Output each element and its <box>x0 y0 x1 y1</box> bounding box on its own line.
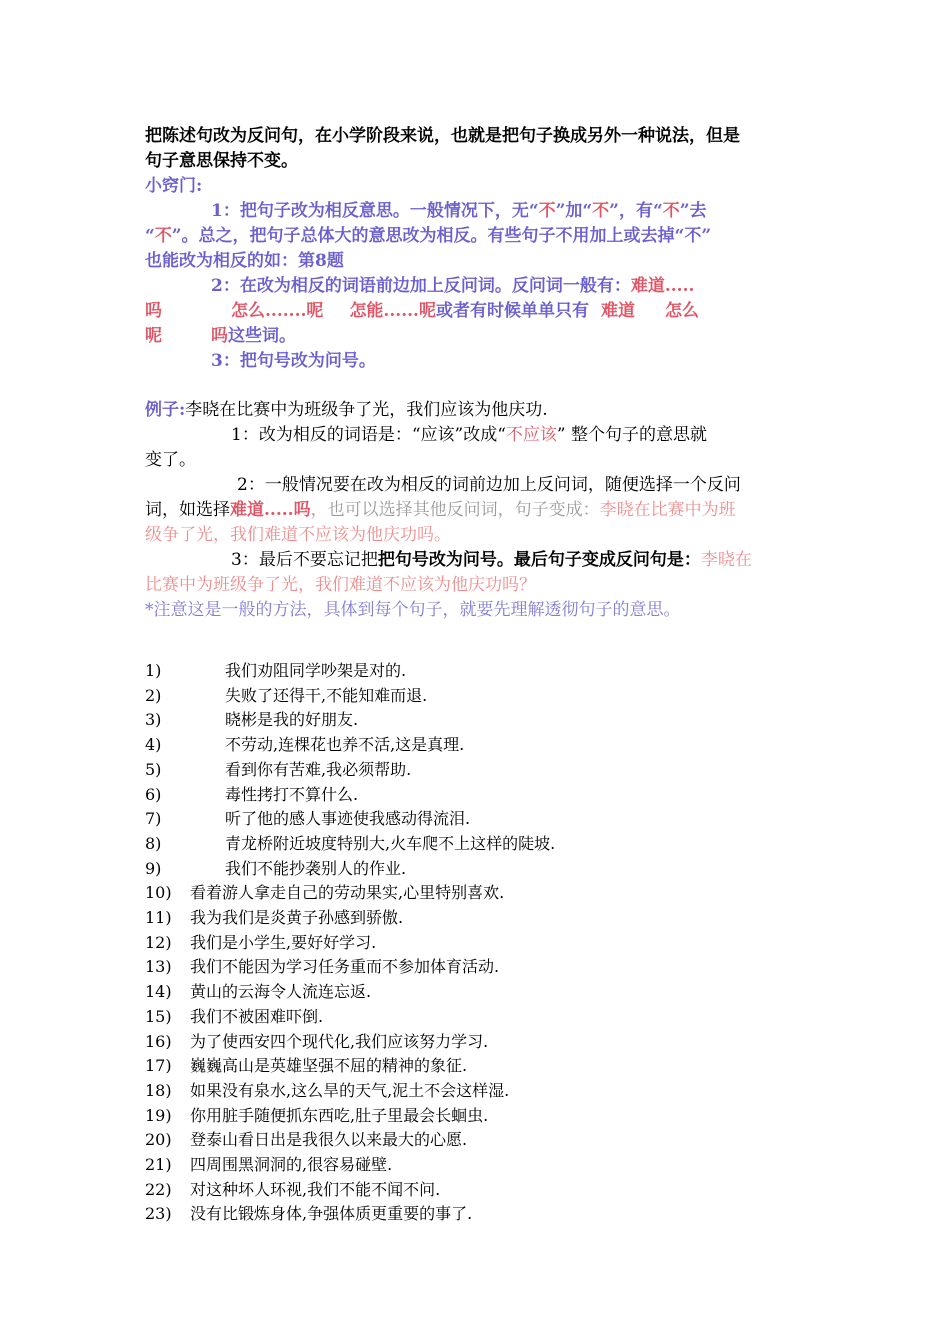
exercise-text: 巍巍高山是英雄坚强不屈的精神的象征. <box>190 1056 468 1076</box>
exercise-item <box>145 684 815 709</box>
exercise-text: 我们不能抄袭别人的作业. <box>225 858 407 878</box>
tip-1-line-3: 也能改为相反的如：第8题 <box>145 251 344 271</box>
example-step-2-line-3: 级争了光，我们难道不应该为他庆功吗。 <box>145 525 451 545</box>
exercise-text: 我们劝阻同学吵架是对的. <box>225 661 407 680</box>
exercise-number: 9) <box>145 858 162 878</box>
exercise-item <box>145 1054 815 1079</box>
exercise-text: 听了他的感人事迹使我感动得流泪. <box>225 809 471 829</box>
exercise-item <box>145 807 815 832</box>
exercise-number: 23) <box>145 1204 172 1224</box>
exercise-number: 10) <box>145 883 172 903</box>
example-step-1-line-1: 1：改为相反的词语是：“应该”改成“不应该” 整个句子的意思就 <box>231 425 707 445</box>
exercise-item <box>145 906 815 931</box>
exercise-item <box>145 783 815 808</box>
example-line: 例子:李晓在比赛中为班级争了光，我们应该为他庆功. <box>145 400 548 420</box>
exercise-text: 我们是小学生,要好好学习. <box>190 932 377 952</box>
exercise-number: 16) <box>145 1031 172 1051</box>
exercise-item <box>145 1153 815 1178</box>
exercise-text: 我为我们是炎黄子孙感到骄傲. <box>190 908 404 928</box>
tip-1-line-1: 1：把句子改为相反意思。一般情况下，无“不”加“不”，有“不”去 <box>211 201 707 221</box>
exercise-number: 15) <box>145 1006 172 1026</box>
exercise-text: 晓彬是我的好朋友. <box>225 710 359 730</box>
exercise-item <box>145 955 815 980</box>
exercise-item <box>145 708 815 733</box>
exercise-number: 11) <box>145 908 172 928</box>
tip-2-line-2: 吗 怎么.......呢 怎能......呢或者有时候单单只有 难道 怎么 <box>145 301 699 321</box>
exercise-text: 毒性拷打不算什么. <box>225 784 359 804</box>
exercise-number: 20) <box>145 1130 172 1150</box>
exercise-number: 13) <box>145 957 172 977</box>
example-step-2-line-2: 词，如选择难道.....吗，也可以选择其他反问词，句子变成：李晓在比赛中为班 <box>145 500 736 520</box>
intro-line-1: 把陈述句改为反问句，在小学阶段来说，也就是把句子换成另外一种说法，但是 <box>145 126 740 146</box>
exercise-item <box>145 931 815 956</box>
exercise-number: 7) <box>145 809 162 829</box>
exercise-item <box>145 1079 815 1104</box>
tip-2-line-1: 2：在改为相反的词语前边加上反问词。反问词一般有：难道..... <box>211 276 695 296</box>
exercise-text: 黄山的云海令人流连忘返. <box>190 982 372 1002</box>
exercise-text: 没有比锻炼身体,争强体质更重要的事了. <box>190 1204 473 1224</box>
exercise-list <box>145 659 815 1227</box>
exercise-item <box>145 733 815 758</box>
exercise-item <box>145 659 815 684</box>
exercise-number: 4) <box>145 735 162 755</box>
exercise-number: 12) <box>145 932 172 952</box>
exercise-text: 失败了还得干,不能知难而退. <box>225 685 428 705</box>
exercise-number: 2) <box>145 685 162 705</box>
exercise-number: 5) <box>145 759 162 779</box>
example-step-1-line-2: 变了。 <box>145 450 196 470</box>
exercise-text: 你用脏手随便抓东西吃,肚子里最会长蛔虫. <box>190 1105 489 1125</box>
exercise-item <box>145 1104 815 1129</box>
exercise-number: 22) <box>145 1179 172 1199</box>
exercise-text: 登泰山看日出是我很久以来最大的心愿. <box>190 1130 468 1150</box>
exercise-text: 不劳动,连棵花也养不活,这是真理. <box>225 735 465 755</box>
exercise-text: 我们不被困难吓倒. <box>190 1006 324 1026</box>
exercise-item <box>145 980 815 1005</box>
document-page <box>145 124 815 1227</box>
exercise-text: 青龙桥附近坡度特别大,火车爬不上这样的陡坡. <box>225 833 556 853</box>
exercise-item <box>145 1128 815 1153</box>
exercise-text: 四周围黑洞洞的,很容易碰壁. <box>190 1155 393 1175</box>
exercise-item <box>145 1005 815 1030</box>
exercise-item <box>145 1178 815 1203</box>
exercise-number: 14) <box>145 982 172 1002</box>
tip-3: 3：把句号改为问号。 <box>211 351 376 371</box>
exercise-text: 如果没有泉水,这么旱的天气,泥土不会这样湿. <box>190 1080 510 1100</box>
tip-1-line-2: “不”。总之，把句子总体大的意思改为相反。有些句子不用加上或去掉“不” <box>145 226 712 246</box>
exercise-number: 21) <box>145 1155 172 1175</box>
example-note: *注意这是一般的方法，具体到每个句子，就要先理解透彻句子的意思。 <box>145 600 681 620</box>
exercise-item <box>145 1202 815 1227</box>
exercise-text: 对这种坏人环视,我们不能不闻不问. <box>190 1179 441 1199</box>
exercise-item <box>145 881 815 906</box>
exercise-number: 1) <box>145 661 162 680</box>
example-step-3-line-2: 比赛中为班级争了光，我们难道不应该为他庆功吗？ <box>145 575 536 595</box>
exercise-number: 8) <box>145 833 162 853</box>
exercise-number: 6) <box>145 784 162 804</box>
exercise-item <box>145 758 815 783</box>
example-step-2-line-1: 2：一般情况要在改为相反的词前边加上反问词，随便选择一个反问 <box>237 475 741 495</box>
exercise-item <box>145 1030 815 1055</box>
exercise-text: 看着游人拿走自己的劳动果实,心里特别喜欢. <box>190 883 505 903</box>
intro-line-2: 句子意思保持不变。 <box>145 151 298 171</box>
exercise-item <box>145 857 815 882</box>
exercise-number: 17) <box>145 1056 172 1076</box>
exercise-number: 19) <box>145 1105 172 1125</box>
exercise-number: 3) <box>145 710 162 730</box>
exercise-text: 看到你有苦难,我必须帮助. <box>225 759 412 779</box>
tip-2-line-3: 呢 吗这些词。 <box>145 326 296 346</box>
exercise-text: 我们不能因为学习任务重而不参加体育活动. <box>190 957 500 977</box>
example-step-3-line-1: 3：最后不要忘记把把句号改为问号。最后句子变成反问句是：李晓在 <box>231 550 752 570</box>
exercise-item <box>145 832 815 857</box>
exercise-text: 为了使西安四个现代化,我们应该努力学习. <box>190 1031 489 1051</box>
exercise-number: 18) <box>145 1080 172 1100</box>
tips-heading: 小窍门: <box>145 176 203 196</box>
